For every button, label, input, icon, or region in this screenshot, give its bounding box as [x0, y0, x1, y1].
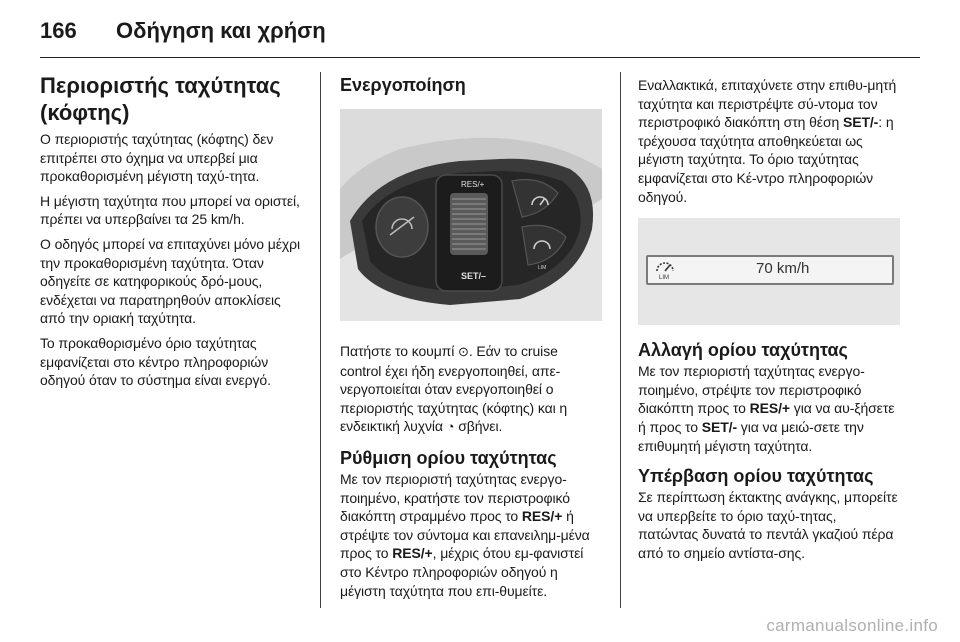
paragraph: Ο περιοριστής ταχύτητας (κόφτης) δεν επιτρέπει στο όχημα να υπερβεί μια προκαθορισμένη μέγιστη ταχύ-τητα. — [40, 131, 274, 185]
paragraph: Η μέγιστη ταχύτητα που μπορεί να οριστεί, πρέπει να υπερβαίνει τα 25 km/h. — [40, 192, 300, 228]
watermark: carmanualsonline.info — [766, 616, 938, 635]
section-heading: Ρύθμιση ορίου ταχύτητας — [340, 447, 557, 468]
speed-limiter-icon: ⊙ — [458, 344, 469, 359]
column-1 — [40, 72, 302, 396]
paragraph: Το προκαθορισμένο όριο ταχύτητας εμφανίζεται στο κέντρο πληροφοριών οδηγού όταν το σύστημα είναι ενεργό. — [40, 334, 271, 389]
page-number: 166 — [40, 18, 77, 43]
column-divider — [620, 72, 621, 608]
speed-limiter-icon — [652, 258, 678, 280]
paragraph: Εναλλακτικά, επιταχύνετε στην επιθυ-μητή ταχύτητα και περιστρέψτε σύ-ντομα τον περιστροφικό διακόπτη στη θέση SET/-: η τρέχουσα ταχύτητα αποθηκεύεται ως μέγιστη ταχύτητα. Το όριο ταχύτητας εμφανίζεται στο Κέ-ντρο πληροφοριών οδηγού. — [638, 77, 897, 205]
set-label: SET/– — [461, 271, 487, 281]
speed-limit-value: 70 km/h — [756, 260, 810, 278]
column-3 — [638, 76, 900, 569]
section-heading: Περιοριστής ταχύτητας (κόφτης) — [40, 73, 281, 125]
column-divider — [320, 72, 321, 608]
cruise-control-lamp-icon: ◔ — [446, 419, 455, 435]
paragraph: Με τον περιοριστή ταχύτητας ενεργο-ποιημένο, στρέψτε τον περιστροφικό διακόπτη προς το RES/+ για να αυ-ξήσετε ή προς το SET/- για να μειώ-σετε την επιθυμητή μέγιστη ταχύτητα. — [638, 363, 895, 454]
paragraph: Σε περίπτωση έκτακτης ανάγκης, μπορείτε να υπερβείτε το όριο ταχύ-τητας, πατώντας δυνατά το πεντάλ γκαζιού πέρα από το σημείο αντίστα-σης. — [638, 489, 898, 561]
svg-text:LIM: LIM — [659, 275, 670, 281]
header-rule — [40, 57, 920, 58]
lim-label: LIM — [538, 265, 547, 271]
section-heading: Υπέρβαση ορίου ταχύτητας — [638, 466, 874, 487]
steering-wheel-controls-image — [340, 109, 602, 321]
res-label: RES/+ — [461, 180, 485, 189]
paragraph: Πατήστε το κουμπί ⊙. Εάν το cruise control έχει ήδη ενεργοποιηθεί, απε-νεργοποιείται όταν ενεργοποιηθεί ο περιοριστής ταχύτητας (κόφτης) και η ενδεικτική λυχνία ◔ σβήνει. — [340, 342, 602, 437]
driver-info-display-image — [638, 218, 900, 325]
chapter-title: Οδήγηση και χρήση — [116, 18, 326, 43]
speed-limit-display — [646, 255, 894, 285]
paragraph: Ο οδηγός μπορεί να επιταχύνει μόνο μέχρι την προκαθορισμένη ταχύτητα. Όταν οδηγείτε σε κατηφορικούς δρό-μους, ενδέχεται να παρατηρηθούν αποκλίσεις από την οριακή ταχύτητα. — [40, 235, 301, 327]
section-heading: Ενεργοποίηση — [340, 75, 466, 95]
page-header — [40, 14, 920, 54]
paragraph: Με τον περιοριστή ταχύτητας ενεργο-ποιημένο, κρατήστε τον περιστροφικό διακόπτη στραμμένο προς το RES/+ ή στρέψτε τον σύντομα και επανειλημ-μένα προς το RES/+, μέχρις ότου εμ-φανιστεί στο Κέντρο πληροφοριών οδηγού η μέγιστη ταχύτητα που επι-θυμείτε. — [340, 470, 590, 599]
column-2 — [340, 72, 602, 606]
section-heading: Αλλαγή ορίου ταχύτητας — [638, 340, 848, 361]
